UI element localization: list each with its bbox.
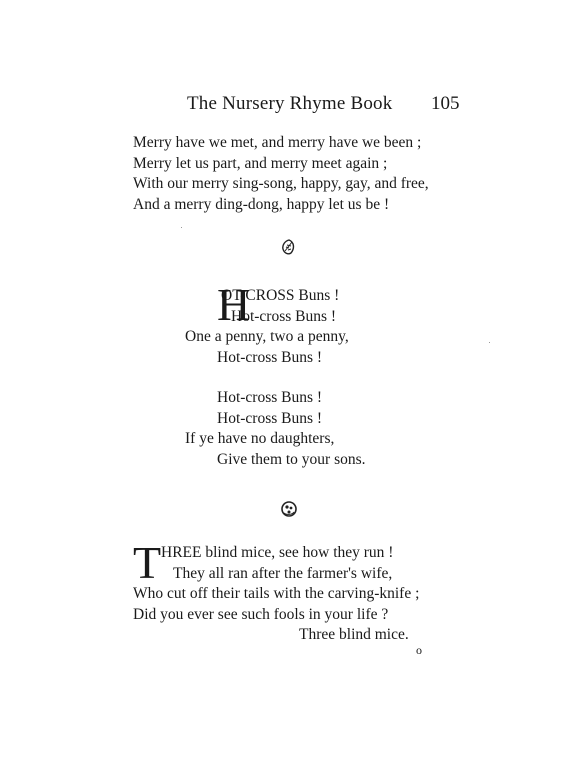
merry-rhyme-stanza <box>133 133 429 215</box>
page-number: 105 <box>431 93 460 114</box>
drop-cap-t: T <box>133 537 162 588</box>
verse-line: HREE blind mice, see how they run ! <box>161 544 394 561</box>
verse-line: They all ran after the farmer's wife, <box>173 564 393 582</box>
paper-speck <box>181 227 182 228</box>
verse-line: Hot-cross Buns ! <box>217 348 323 366</box>
verse-line: Merry let us part, and merry meet again ; <box>133 154 388 172</box>
verse-line: And a merry ding-dong, happy let us be ! <box>133 195 390 213</box>
paper-speck <box>489 342 490 343</box>
drop-cap-h: H <box>217 279 251 330</box>
verse-line: Hot-cross Buns ! <box>217 409 323 427</box>
verse-line: With our merry sing-song, happy, gay, and free, <box>133 175 429 192</box>
three-blind-mice-rhyme <box>133 543 419 646</box>
verse-line: One a penny, two a penny, <box>185 328 349 345</box>
verse-line: Hot-cross Buns ! <box>231 307 337 325</box>
verse-line: Who cut off their tails with the carving-knife ; <box>133 585 420 602</box>
printer-signature-mark: o <box>416 643 422 657</box>
leaf-ornament-icon <box>282 239 296 260</box>
hot-cross-buns-rhyme <box>185 286 366 470</box>
verse-line: Merry have we met, and merry have we been ; <box>133 134 422 151</box>
flower-ornament-icon <box>280 500 298 523</box>
verse-line: Give them to your sons. <box>217 450 366 468</box>
verse-line: Did you ever see such fools in your life ? <box>133 605 389 623</box>
verse-line: Three blind mice. <box>299 626 409 643</box>
verse-line: OT-CROSS Buns ! <box>221 287 340 304</box>
verse-line: Hot-cross Buns ! <box>217 389 323 406</box>
verse-line: If ye have no daughters, <box>185 430 335 447</box>
running-header-title: The Nursery Rhyme Book <box>187 93 393 114</box>
